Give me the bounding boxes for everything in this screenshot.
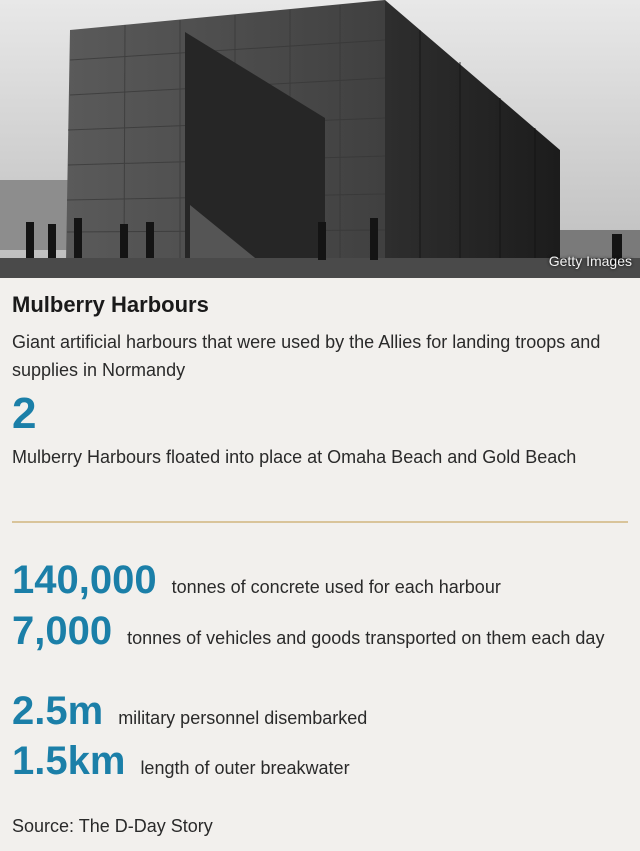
stat-description: length of outer breakwater [140,758,350,778]
stat-value: 7,000 [12,609,113,653]
source-note: Source: The D-Day Story [12,816,213,836]
stat-value: 1.5km [12,739,126,783]
section-divider [12,521,628,523]
stat-item [12,609,612,653]
stat-value: 140,000 [12,558,157,602]
stat-description: tonnes of vehicles and goods transported on them each day [127,628,605,648]
card-title: Mulberry Harbours [12,292,209,317]
highlight-value: 2 [12,389,37,438]
stat-item [12,689,612,733]
stat-description: military personnel disembarked [118,708,368,728]
concrete-caisson-image [0,0,640,278]
card-subtitle: Giant artificial harbours that were used by the Allies for landing troops and supplies in Normandy [12,332,601,380]
stat-description: tonnes of concrete used for each harbour [171,577,501,597]
stat-item [12,739,612,783]
stat-value: 2.5m [12,689,104,733]
image-credit: Getty Images [548,253,632,269]
highlight-description: Mulberry Harbours floated into place at Omaha Beach and Gold Beach [12,447,577,467]
harbour-photo [0,0,640,278]
stat-item [12,558,612,602]
